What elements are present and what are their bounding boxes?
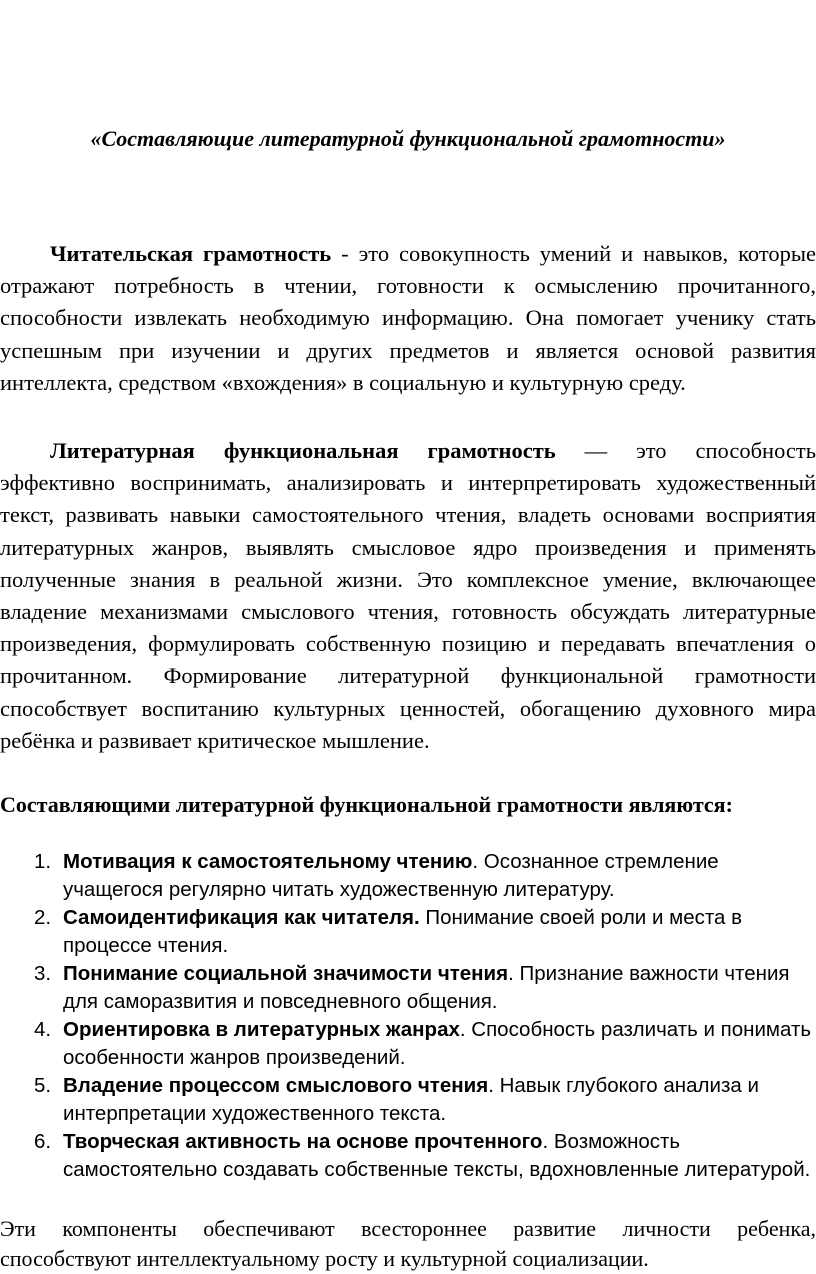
components-list <box>0 848 816 1184</box>
list-item <box>0 1072 816 1128</box>
list-item-text: Понимание своей роли и места в процессе чтения. <box>63 906 742 957</box>
definition-literary-literacy: — это способность эффективно воспринимать, анализировать и интерпретировать художественный текст, развивать навыки самостоятельного чтения, владеть основами восприятия литературных жанров, выявлять смысловое ядро произведения и применять полученные знания в реальной жизни. Это комплексное умение, включающее владение механизмами смыслового чтения, готовность обсуждать литературные произведения, формулировать собственную позицию и передавать впечатления о прочитанном. Формирование литературной функциональной грамотности способствует воспитанию культурных ценностей, обогащению духовного мира ребёнка и развивает критическое мышление. <box>0 438 816 753</box>
list-item-term: Понимание социальной значимости чтения <box>63 962 509 985</box>
list-number: 4. <box>34 1018 52 1041</box>
list-item <box>0 848 816 904</box>
list-item-term: Владение процессом смыслового чтения <box>63 1074 489 1097</box>
list-item-text: . Способность различать и понимать особенности жанров произведений. <box>63 1018 812 1069</box>
list-item-term: Творческая активность на основе прочтенного <box>63 1130 543 1153</box>
list-item-text: . Признание важности чтения для саморазвития и повседневного общения. <box>63 962 790 1013</box>
term-reading-literacy: Читательская грамотность <box>50 241 332 266</box>
conclusion-paragraph: Эти компоненты обеспечивают всестороннее развитие личности ребенка, способствуют интеллектуальному росту и культурной социализации. <box>0 1216 816 1271</box>
list-item-text: . Возможность самостоятельно создавать собственные тексты, вдохновленные литературой. <box>63 1130 811 1181</box>
list-number: 2. <box>34 906 52 929</box>
list-number: 1. <box>34 850 52 873</box>
list-item <box>0 904 816 960</box>
list-item-term: Самоидентификация как читателя. <box>63 906 420 929</box>
paragraph-reading-literacy <box>0 238 816 399</box>
list-number: 3. <box>34 962 52 985</box>
list-item-term: Мотивация к самостоятельному чтению <box>63 850 473 873</box>
list-item <box>0 1128 816 1184</box>
list-item-term: Ориентировка в литературных жанрах <box>63 1018 460 1041</box>
list-item-text: . Навык глубокого анализа и интерпретации художественного текста. <box>63 1074 759 1125</box>
components-heading: Составляющими литературной функциональной грамотности являются: <box>0 792 733 817</box>
list-number: 6. <box>34 1130 52 1153</box>
list-item <box>0 960 816 1016</box>
term-literary-literacy: Литературная функциональная грамотность <box>50 438 556 463</box>
paragraph-literary-literacy <box>0 435 816 757</box>
list-item <box>0 1016 816 1072</box>
page-title: «Составляющие литературной функциональной грамотности» <box>90 126 726 151</box>
list-item-text: . Осознанное стремление учащегося регулярно читать художественную литературу. <box>63 850 719 901</box>
list-number: 5. <box>34 1074 52 1097</box>
definition-reading-literacy: - это совокупность умений и навыков, которые отражают потребность в чтении, готовности к осмыслению прочитанного, способности извлекать необходимую информацию. Она помогает ученику стать успешным при изучении и других предметов и является основой развития интеллекта, средством «вхождения» в социальную и культурную среду. <box>0 241 816 395</box>
